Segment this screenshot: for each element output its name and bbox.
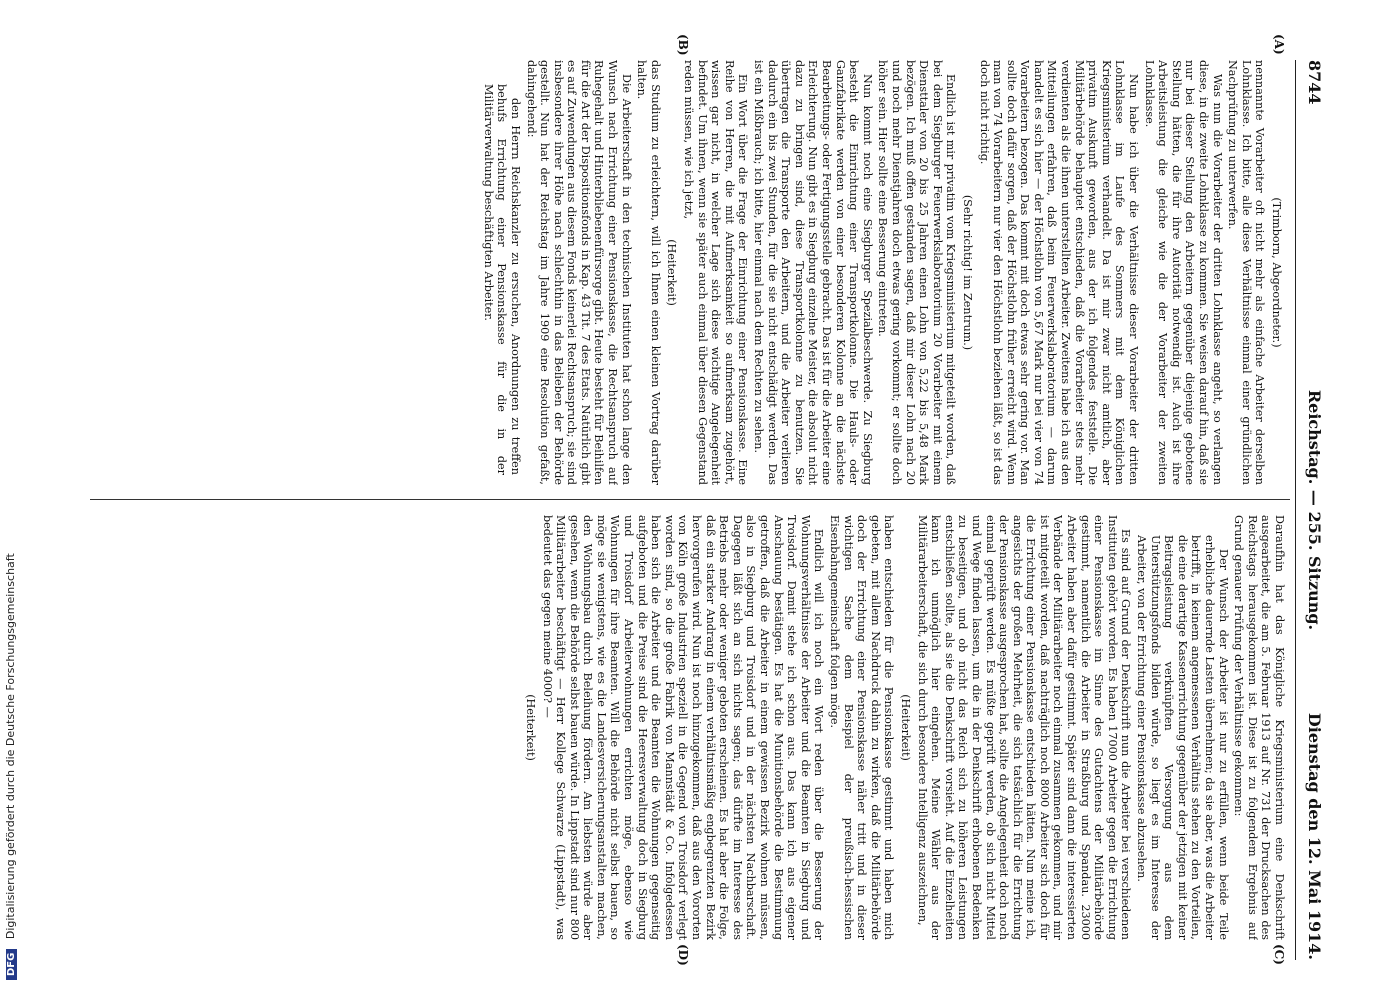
page-number: 8744	[1305, 60, 1324, 105]
paragraph: Es sind auf Grund der Denkschrift nun die Arbeiter bei verschiedenen Instituten gehört worden. Es haben 17000 Arbeiter gegen die Errichtung einer Pensionskasse im Sinne des Gutachtens der Militärbehörde gestimmt, namentlich die Arbeiter in Straßburg und Spandau. 23000 Arbeiter haben aber dafür gestimmt. Später sind dann die interessierten Verbände der Militärarbeiter noch einmal zusammen gekommen, und mir ist mitgeteilt worden, daß nachträglich noch 8000 Arbeiter sich doch für die Errichtung einer Pensionskasse entschieden hätten. Nun meine ich, angesichts der großen Mehrheit, die sich tatsächlich für die Errichtung der Pensionskasse ausgesprochen hat, sollte die Angelegenheit doch noch einmal geprüft werden. Es müßte geprüft werden, ob sich nicht Mittel und Wege finden lassen, um die in der Denkschrift erhobenen Bedenken zu beseitigen, und ob nicht das Reich sich zu höheren Leistungen entschließen sollte, als sie die Denkschrift vorsieht. Auf die Einzelheiten kann ich unmöglich hier eingehen. Meine Wähler aus der Militärarbeiterschaft, die sich durch besondere Intelligenz auszeichnen,	[915, 515, 1133, 940]
paragraph: Ein Wort über die Frage der Einrichtung einer Pensionskasse. Eine Reihe von Herren, die mit Aufmerksamkeit so aufmerksam zugehört, wissen gar nicht, in welcher Lage sich diese wichtige Angelegenheit befindet. Um ihnen, wenn sie später auch einmal über diesen Gegenstand reden müssen, wie ich jetzt,	[682, 60, 750, 485]
paragraph: Die Arbeiterschaft in den technischen Instituten hat schon lange den Wunsch nach Errichtung einer Pensionskasse, die Rechtsanspruch auf Ruhegehalt und Hinterbliebenenfürsorge gibt. Heute besteht für Beihilfen für die Art der Dispositionsfonds in Kap. 43 Tit. 7 des Etats. Natürlich gibt es auf Zuwendungen aus diesem Fonds keinerlei Rechtsanspruch; sie sind insbesondere ihrer Höhe nach schlechthin in das Belieben der Behörde gestellt. Nun hat der Reichstag im Jahre 1909 eine Resolution gefaßt, dahingehend:	[524, 60, 633, 485]
paragraph: Nun habe ich über die Verhältnisse dieser Vorarbeiter der dritten Lohnklasse im Laufe des Sommers mit dem Königlichen Kriegsministerium verhandelt. Da ist mir zwar nicht amtlich, aber privatim Auskunft geworden, aus der ich folgendes feststelle. Die Militärbehörde behauptet entschieden, daß die Vorarbeiter stets mehr verdienten als die ihnen unterstellten Arbeiter. Zweitens habe ich aus den Mitteilungen erfahren, daß beim Feuerwerkslaboratorium — darum handelt es sich hier — der Höchstlohn von 5,67 Mark nur bei vier von 74 Vorarbeitern bezogen. Das kommt mit doch etwas sehr gering vor. Man sollte doch dafür sorgen, daß der Höchstlohn früher erreicht wird. Wenn man von 74 Vorarbeitern nur vier den Höchstlohn beziehen läßt, so ist das doch nicht richtig.	[977, 60, 1141, 485]
paragraph: Nun kommt noch eine Siegburger Spezialbeschwerde. Zu Siegburg besteht die Einrichtung einer Transportkolonne. Die Hauls- oder Ganzfabrikate werden von einer besonderen Kolonne an die nächste Bearbeitungs- oder Fertigungsstelle gebracht. Das ist für die Arbeiter eine Erleichterung. Nun gibt es in Siegburg einzelne Meister, die absolut nicht dazu zu bringen sind, diese Transportkolonne zu benutzen. Sie übertragen die Transporte den Arbeitern, und die Arbeiter verlieren dadurch ein bis zwei Stunden, für die sie nicht entschädigt werden. Das ist ein Mißbrauch; ich bitte, hier einmal nach dem Rechten zu sehen.	[752, 60, 874, 485]
speaker-name: (Trimborn, Abgeordneter.)	[1270, 197, 1283, 348]
interjection: (Heiterkeit)	[898, 694, 912, 761]
margin-mark-b: (B)	[676, 34, 690, 56]
interjection: (Heiterkeit)	[523, 694, 537, 761]
interjection: (Heiterkeit)	[665, 239, 679, 306]
interjection: (Sehr richtig! im Zentrum.)	[960, 194, 974, 351]
paragraph: haben entschieden für die Pensionskasse gestimmt und haben mich gebeten, mit allem Nachdruck dahin zu wirken, daß die Militärbehörde doch der Errichtung einer Pensionskasse näher tritt und in dieser wichtigen Sache dem Beispiel der preußisch-hessischen Eisenbahngemeinschaft folgen möge.	[828, 515, 896, 940]
dfg-logo: DFG	[6, 949, 17, 980]
session-date: Dienstag den 12. Mai 1914.	[1305, 712, 1324, 960]
paragraph: Endlich will ich noch ein Wort reden über die Besserung der Wohnungsverhältnisse der Arbeiter und die Beamten in Siegburg und Troisdorf. Damit stehe ich schon aus. Das kann ich aus eigener Anschauung bestätigen. Es hat die Munitionsbehörde die Bestimmung getroffen, daß die Arbeiter in einem gewissen Bezirk wohnen müssen, also in Siegburg und Troisdorf und in der nächsten Nachbarschaft. Dagegen läßt sich an sich nichts sagen; das dürfte im Interesse des Betriebs mehr oder weniger geboten erscheinen. Es hat aber die Folge, daß ein starker Andrang in einem verhältnismäßig engbegrenzten Bezirk hervorgerufen wird. Nun ist noch hinzugekommen, daß aus den Vororten von Köln große Industrien speziell in die Gegend von Troisdorf verlegt worden sind, so die große Fabrik von Mannstädt & Co. Infolgedessen haben sich die Arbeiter und die Beamten die Wohnungen gegenseitig aufgeboten und die Preise sind die Heeresverwaltung doch in Siegburg und Troisdorf Arbeiterwohnungen errichten möge, ebenso wie Wohnungen für ihre Beamten. Will die Behörde nicht selbst bauen, so möge sie wenigstens, wie es die Landesversicherungsanstalten machen, den Wohnungsbau durch Beleihung fördern. Am liebsten würde aber gesehen, wenn die Behörde selbst bauen würde. In Lippstadt sind nur 800 Militärarbeiter beschäftigt — Herr Kollege Schwarze (Lippstadt), was bedeutet das gegen meine 4000? —	[540, 515, 826, 940]
margin-mark-c: (C)	[1272, 944, 1286, 965]
quoted-conclusion: Der Wunsch der Arbeiter ist nur zu erfüllen, wenn beide Teile erhebliche dauernde Lasten übernehmen; da sie aber, was die Arbeiter betrifft, in keinem angemessenen Verhältnis stehen zu den Vorteilen, die eine derartige Kassenerrichtung gegenüber der jetzigen mit keiner Beitragsleistung verknüpften Versorgung aus dem Unterstützungsfonds bilden würde, so liegt es im Interesse der Arbeiter, von der Errichtung einer Pensionskasse abzusehen.	[1135, 535, 1230, 940]
paragraph: Was nun die Vorarbeiter der dritten Lohnklasse angeht, so verlangen diese, in die zweite Lohnklasse zu kommen. Sie weisen darauf hin, daß sie nur bei dieser Stellung den Arbeitern gegenüber diejenige gebotene Stellung hätten, die für ihre Autorität notwendig ist. Auch ist ihre Arbeitsleistung die gleiche wie die der Vorarbeiter der zweiten Lohnklasse.	[1142, 60, 1224, 485]
page-header	[1295, 60, 1330, 960]
column-divider	[90, 499, 1290, 500]
resolution-quote: den Herrn Reichskanzler zu ersuchen, Anordnungen zu treffen behufs Errichtung einer Pensionskasse für die in der Militärverwaltung beschäftigten Arbeiter.	[481, 84, 522, 475]
page-title: Reichstag. — 255. Sitzung.	[1305, 389, 1324, 631]
paragraph: Endlich ist mir privatim vom Kriegsministerium mitgeteilt worden, daß bei dem Siegburger Feuerwerkslaboratorium 20 Vorarbeiter mit einem Diensttaler von 20 bis 25 Jahren einen Lohn von 5,22 bis 5,48 Mark bezögen. Ich muß offen gestanden sagen, daß mir dieser Lohn nach 20 und noch mehr Dienstjahren doch etwas gering vorkommt; er sollte doch höher sein. Hier sollte eine Besserung eintreten.	[876, 60, 958, 485]
left-column	[86, 60, 1286, 485]
right-column	[86, 515, 1286, 940]
margin-mark-d: (D)	[676, 944, 690, 966]
document-page	[70, 34, 1330, 966]
credit-text: Digitalisierung gefördert durch die Deutsche Forschungsgemeinschaft	[4, 553, 17, 940]
margin-mark-a: (A)	[1272, 34, 1286, 55]
paragraph: das Studium zu erleichtern, will ich Ihnen einen kleinen Vortrag darüber halten.	[635, 60, 662, 485]
digitization-credit	[4, 0, 17, 980]
paragraph: nennannte Vorarbeiter oft nicht mehr als einfache Arbeiter derselben Lohnklasse. Ich bitte, alle diese Verhältnisse einmal einer gründlichen Nachprüfung zu unterwerfen.	[1226, 60, 1267, 485]
paragraph: Daraufhin hat das Königliche Kriegsministerium eine Denkschrift ausgearbeitet, die am 5. Februar 1913 auf Nr. 731 der Drucksachen des Reichstags herausgekommen ist. Diese ist zu folgendem Ergebnis auf Grund genauer Prüfung der Verhältnisse gekommen:	[1232, 515, 1286, 940]
